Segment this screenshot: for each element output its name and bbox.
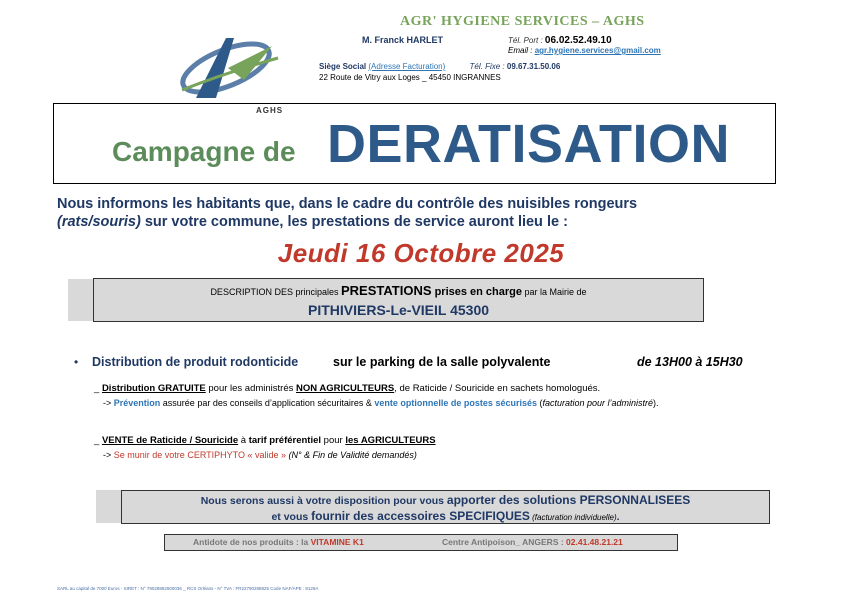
optional-sale: vente optionnelle de postes sécurisés [374,398,537,408]
closing-line-2 [121,509,770,523]
distribution-label: Distribution de produit rodonticide [92,355,299,369]
item-sale [94,435,436,446]
sale-raticide: VENTE de Raticide / Souricide [101,435,239,446]
email-line [508,46,661,55]
email-link[interactable]: agr.hygiene.services@gmail.com [534,46,661,55]
commune-name: PITHIVIERS-Le-VIEIL 45300 [307,302,490,318]
antidote-label: Antidote de nos produits : la [193,537,311,547]
description-part-2: PRESTATIONS [340,283,432,298]
intro-line-1: Nous informons les habitants que, dans le cadre du contrôle des nuisibles rongeurs [57,196,638,212]
closing-line-1 [121,493,770,507]
landline-label: Tél. Fixe : [469,62,505,71]
title-main: DERATISATION [327,114,730,174]
certiphyto-details: (N° & Fin de Validité demandés) [286,450,417,460]
item-prevention [103,398,659,408]
non-farmers: NON AGRICULTEURS [296,383,395,394]
closing-l2c: (facturation individuelle) [529,513,617,522]
item1-sub-d: ( [536,398,543,408]
item-dash: _ [94,435,100,446]
mobile-phone-number: 06.02.52.49.10 [544,35,612,46]
arrow-icon: -> [103,450,112,460]
mobile-phone-label: Tél. Port : [508,36,543,45]
billing-note: facturation pour l’administré [542,398,654,408]
poison-center-label: Centre Antipoison_ ANGERS : [442,537,567,547]
item-dash: _ [94,383,100,394]
intro-line-2-rest: sur votre commune, les prestations de service auront lieu le : [140,214,568,230]
email-label: Email : [508,46,533,55]
billing-address-note: (Adresse Facturation) [368,62,446,71]
logo-text: AGHS [256,106,284,115]
closing-l2a: et vous [271,511,312,523]
item1-text-d: , de Raticide / Souricide en sachets homologués. [394,383,601,394]
prevention: Prévention [113,398,161,408]
intro-line-2 [57,213,797,231]
company-name: AGR' HYGIENE SERVICES – AGHS [400,14,645,29]
address: 22 Route de Vitry aux Loges _ 45450 INGRANNES [319,73,501,82]
closing-l1a: Nous serons aussi à votre disposition pour vous [200,495,447,507]
vitamin-k1: VITAMINE K1 [310,537,364,547]
event-date: Jeudi 16 Octobre 2025 [277,238,565,268]
item2-text-d: pour [321,435,346,446]
contact-person: M. Franck HARLET [362,35,444,45]
description-part-1: DESCRIPTION DES principales [210,287,341,297]
mobile-phone [508,35,612,46]
head-office-line [319,62,560,71]
title-prefix: Campagne de [112,136,296,167]
poison-center [442,537,623,547]
closing-l2d: . [616,511,620,523]
closing-l1b: apporter des solutions PERSONNALISEES [446,493,691,507]
item1-text-b: pour les administrés [205,383,297,394]
bullet-icon: • [74,355,79,369]
farmers: les AGRICULTEURS [345,435,436,446]
preferential-rate: tarif préférentiel [248,435,322,446]
free-distribution: Distribution GRATUITE [101,383,206,394]
description-part-4: par la Mairie de [522,287,587,297]
antidote-info [193,537,364,547]
item2-text-b: à [238,435,249,446]
item1-sub-b: assurée par des conseils d’application sécuritaires & [160,398,375,408]
distribution-hours: de 13H00 à 15H30 [637,355,743,369]
item1-sub-f: ). [653,398,659,408]
legal-footer: SARL au capital de 7000 Euros - SIRET : N° 79028882500036 _ RCS Orléans - N° TVA : FR22790288825 Code NAF/APE : 8129A [57,586,319,591]
description-part-3: prises en charge [431,286,523,298]
head-office-label: Siège Social [319,62,367,71]
poison-center-phone: 02.41.48.21.21 [566,537,623,547]
closing-l2b: fournir des accessoires SPECIFIQUES [311,509,530,523]
landline [470,62,561,71]
intro-rodents: (rats/souris) [57,214,141,230]
item-certiphyto [103,450,417,460]
landline-number: 09.67.31.50.06 [506,62,561,71]
distribution-location: sur le parking de la salle polyvalente [333,355,551,369]
intro-text [57,195,797,231]
arrow-icon: -> [103,398,112,408]
certiphyto-note: Se munir de votre CERTIPHYTO « valide » [113,450,287,460]
description-heading [93,283,704,298]
item-free-distribution [94,383,600,394]
